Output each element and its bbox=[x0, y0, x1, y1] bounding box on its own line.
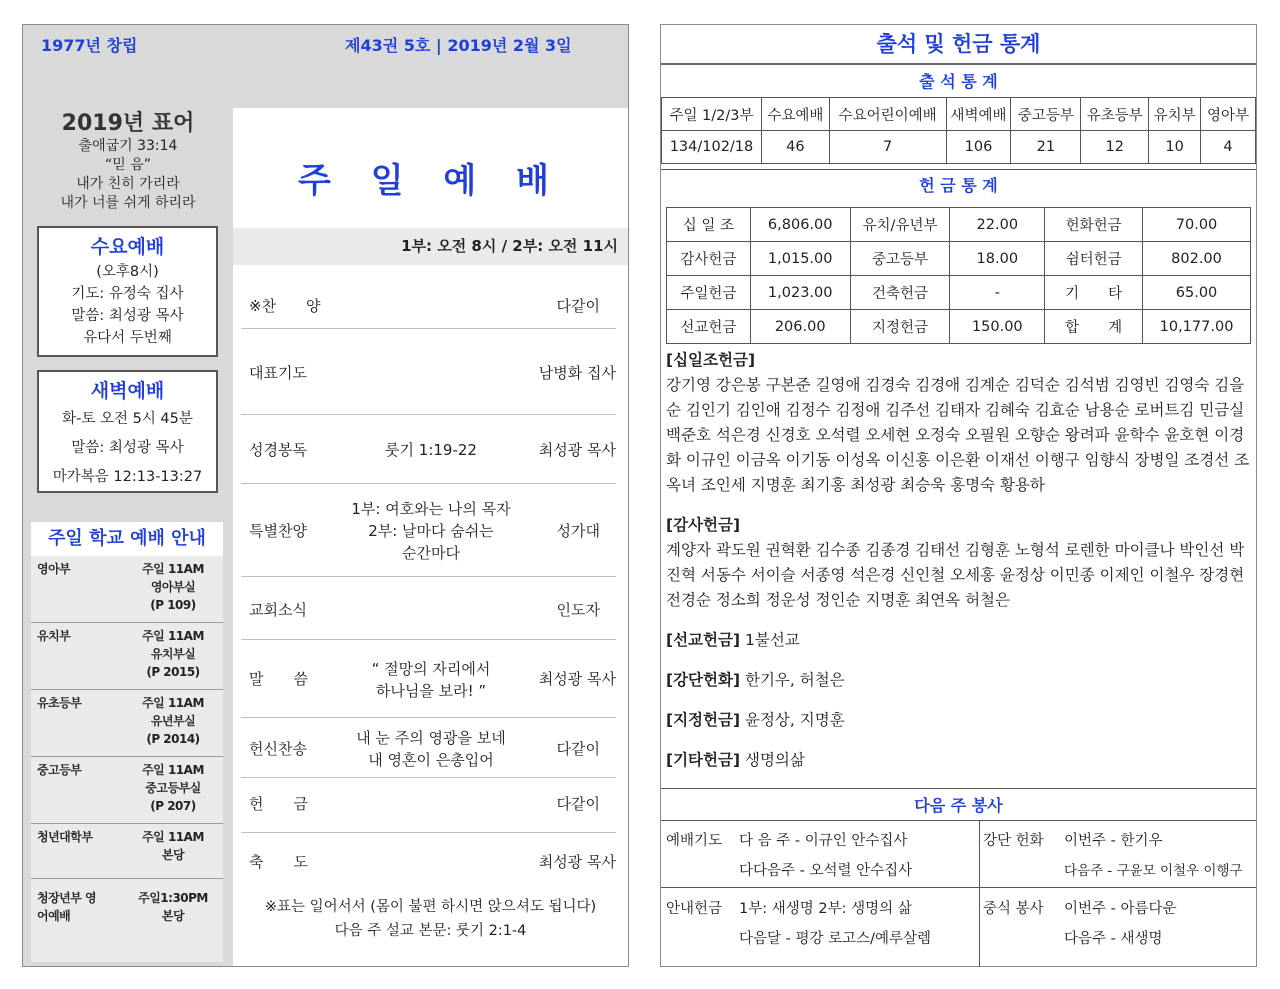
attendance-header: 유초등부 bbox=[1081, 98, 1149, 131]
attendance-value: 12 bbox=[1081, 131, 1149, 164]
next-week-service bbox=[661, 821, 1256, 967]
ss-room: 영아부실 bbox=[150, 580, 196, 594]
order-item-name: 특별찬양 bbox=[249, 522, 307, 540]
ss-room-no: (P 2014) bbox=[146, 732, 200, 746]
other-label: [기타헌금] bbox=[666, 751, 741, 769]
flower-line: 이번주 - 한기우 bbox=[1064, 833, 1163, 849]
order-item-person: 최성광 목사 bbox=[538, 853, 616, 871]
ss-room-no: (P 207) bbox=[150, 799, 196, 813]
attendance-header: 수요예배 bbox=[761, 98, 829, 131]
other-text: 생명의삶 bbox=[740, 751, 805, 769]
attendance-value: 46 bbox=[761, 131, 829, 164]
wednesday-sermon: 말씀: 최성광 목사 bbox=[71, 308, 184, 324]
order-item-name: 헌신찬송 bbox=[249, 740, 307, 758]
tithe-label: [십일조헌금] bbox=[666, 351, 756, 369]
wednesday-text: 유다서 두번째 bbox=[83, 330, 172, 346]
ss-info bbox=[127, 560, 219, 614]
flower-label: 강단 헌화 bbox=[983, 833, 1044, 849]
wednesday-service-box bbox=[37, 226, 218, 357]
flower-line: 다음주 - 구윤모 이철우 이행구 bbox=[1064, 863, 1243, 879]
designated-text: 윤정상, 지명훈 bbox=[740, 711, 845, 729]
next-week-service-title: 다음 주 봉사 bbox=[661, 788, 1256, 821]
attendance-header: 중고등부 bbox=[1011, 98, 1081, 131]
ss-dept: 영아부 bbox=[37, 562, 71, 576]
offering-amount: 1,015.00 bbox=[750, 242, 850, 276]
order-item-name: 성경봉독 bbox=[249, 441, 307, 459]
ss-time: 주일 11AM bbox=[142, 629, 204, 643]
order-item-detail: 내 눈 주의 영광을 보네 내 영혼이 은총입어 bbox=[356, 729, 506, 769]
mission-text: 1불선교 bbox=[740, 631, 800, 649]
ss-time: 주일 11AM bbox=[142, 763, 204, 777]
attendance-title: 출 석 통 계 bbox=[919, 72, 998, 91]
sunday-school-row bbox=[31, 824, 223, 879]
order-row bbox=[241, 484, 616, 577]
attendance-header: 수요어린이예배 bbox=[829, 98, 946, 131]
ss-room: 본당 bbox=[161, 909, 185, 923]
ss-time: 주일 11AM bbox=[142, 696, 204, 710]
pulpit-text: 한기우, 허철은 bbox=[740, 671, 845, 689]
order-row bbox=[241, 778, 616, 833]
order-row bbox=[241, 833, 616, 873]
attendance-value: 7 bbox=[829, 131, 946, 164]
sunday-school-row bbox=[31, 623, 223, 690]
motto-word: “믿 음” bbox=[104, 157, 151, 173]
sunday-school-row bbox=[31, 690, 223, 757]
offering-label: 건축헌금 bbox=[850, 276, 950, 310]
thanks-label: [감사헌금] bbox=[666, 516, 741, 534]
attendance-value-row bbox=[662, 131, 1256, 164]
dawn-text: 마가복음 12:13-13:27 bbox=[52, 469, 203, 485]
motto-line1: 내가 친히 가리라 bbox=[76, 176, 180, 192]
ss-room: 중고등부실 bbox=[145, 781, 201, 795]
offering-table bbox=[666, 207, 1251, 344]
lunch-line: 다음주 - 새생명 bbox=[1064, 931, 1163, 947]
ss-room-no: (P 109) bbox=[150, 598, 196, 612]
offering-amount: - bbox=[950, 276, 1045, 310]
footnote bbox=[233, 895, 628, 943]
founded-text: 1977년 창립 bbox=[41, 36, 138, 55]
offering-label: 기 타 bbox=[1045, 276, 1143, 310]
order-item-detail: 룻기 1:19-22 bbox=[385, 441, 477, 459]
order-item-detail: “ 절망의 자리에서 하나님을 보라! ” bbox=[371, 660, 491, 700]
offering-label: 합 계 bbox=[1045, 310, 1143, 344]
offering-amount: 150.00 bbox=[950, 310, 1045, 344]
standing-note: ※표는 일어서서 (몸이 불편 하시면 앉으셔도 됩니다) bbox=[264, 899, 597, 915]
order-row bbox=[241, 718, 616, 778]
left-page bbox=[22, 24, 629, 967]
attendance-value: 21 bbox=[1011, 131, 1081, 164]
ss-time: 주일 11AM bbox=[142, 830, 204, 844]
offering-amount: 206.00 bbox=[750, 310, 850, 344]
attendance-header: 영아부 bbox=[1201, 98, 1256, 131]
service-title: 주 일 예 배 bbox=[298, 161, 563, 201]
offering-label: 감사헌금 bbox=[667, 242, 751, 276]
service-time: 1부: 오전 8시 / 2부: 오전 11시 bbox=[233, 228, 628, 265]
offering-title: 헌 금 통 계 bbox=[661, 169, 1256, 199]
sunday-school-row bbox=[31, 879, 223, 962]
offering-row bbox=[667, 242, 1251, 276]
offering-label: 주일헌금 bbox=[667, 276, 751, 310]
year-motto bbox=[23, 111, 233, 213]
dawn-sermon: 말씀: 최성광 목사 bbox=[71, 440, 184, 456]
mission-label: [선교헌금] bbox=[666, 631, 741, 649]
offering-amount: 6,806.00 bbox=[750, 208, 850, 242]
ss-info bbox=[127, 694, 219, 748]
offering-row bbox=[667, 276, 1251, 310]
sunday-school-row bbox=[31, 757, 223, 824]
ss-dept: 청년대학부 bbox=[37, 830, 93, 844]
guide-line: 다음달 - 평강 로고스/예루살렘 bbox=[739, 931, 932, 947]
order-row bbox=[241, 329, 616, 415]
ss-info bbox=[127, 828, 219, 864]
order-item-person: 다같이 bbox=[556, 795, 600, 813]
offering-amount: 802.00 bbox=[1143, 242, 1251, 276]
offering-amount: 1,023.00 bbox=[750, 276, 850, 310]
sidebar bbox=[23, 108, 233, 966]
offering-row bbox=[667, 208, 1251, 242]
offering-label: 중고등부 bbox=[850, 242, 950, 276]
right-page bbox=[660, 24, 1257, 967]
ss-room: 본당 bbox=[161, 848, 185, 862]
order-item-name: ※찬 양 bbox=[249, 297, 321, 315]
prayer-line: 다 음 주 - 이규인 안수집사 bbox=[739, 833, 908, 849]
offering-label: 선교헌금 bbox=[667, 310, 751, 344]
thanks-names: 계양자 곽도원 권혁환 김수종 김종경 김태선 김형훈 노형석 로렌한 마이클나 박인선 박진혁 서동수 서이슬 서종영 석은경 신인철 오세홍 윤정상 이민종 이제인 이철우 장경현 전경순 정소희 정운성 정인순 지명훈 최연옥 허철은 bbox=[666, 541, 1245, 609]
pulpit-section bbox=[666, 668, 1251, 693]
service-title-area bbox=[233, 108, 628, 228]
designated-label: [지정헌금] bbox=[666, 711, 741, 729]
order-item-person: 인도자 bbox=[556, 601, 600, 619]
ss-dept: 중고등부 bbox=[37, 763, 82, 777]
offering-label: 유치/유년부 bbox=[850, 208, 950, 242]
wednesday-time: (오후8시) bbox=[96, 264, 159, 280]
offering-amount: 22.00 bbox=[950, 208, 1045, 242]
thanks-section bbox=[666, 513, 1251, 613]
motto-line2: 내가 너를 쉬게 하리라 bbox=[60, 195, 196, 211]
offering-row bbox=[667, 310, 1251, 344]
order-item-name: 헌 금 bbox=[249, 795, 308, 813]
ss-time: 주일 11AM bbox=[142, 562, 204, 576]
dawn-time: 화-토 오전 5시 45분 bbox=[62, 411, 193, 427]
attendance-value: 134/102/18 bbox=[662, 131, 762, 164]
ss-info bbox=[127, 627, 219, 681]
ss-dept: 청장년부 영어예배 bbox=[37, 891, 97, 923]
prayer-label: 예배기도 bbox=[666, 833, 723, 849]
ss-room: 유년부실 bbox=[150, 714, 196, 728]
order-item-detail: 1부: 여호와는 나의 목자 2부: 날마다 숨쉬는 순간마다 bbox=[351, 500, 511, 562]
order-item-name: 교회소식 bbox=[249, 601, 307, 619]
attendance-header: 주일 1/2/3부 bbox=[662, 98, 762, 131]
wednesday-title: 수요예배 bbox=[90, 236, 165, 258]
attendance-header-row bbox=[662, 98, 1256, 131]
tithe-section bbox=[666, 348, 1251, 498]
wednesday-prayer: 기도: 유정숙 집사 bbox=[71, 286, 184, 302]
offering-amount: 70.00 bbox=[1143, 208, 1251, 242]
attendance-value: 4 bbox=[1201, 131, 1256, 164]
dawn-service-box bbox=[37, 370, 218, 493]
ss-dept: 유초등부 bbox=[37, 696, 82, 710]
offering-amount: 18.00 bbox=[950, 242, 1045, 276]
order-item-name: 축 도 bbox=[249, 853, 308, 871]
ss-room: 유치부실 bbox=[150, 647, 196, 661]
order-item-person: 성가대 bbox=[556, 522, 600, 540]
ss-time: 주일1:30PM bbox=[138, 891, 208, 905]
motto-ref: 출애굽기 33:14 bbox=[78, 138, 178, 154]
order-row bbox=[241, 640, 616, 718]
lunch-label: 중식 봉사 bbox=[983, 901, 1044, 917]
attendance-value: 106 bbox=[946, 131, 1011, 164]
ss-info bbox=[127, 761, 219, 815]
order-item-person: 최성광 목사 bbox=[538, 670, 616, 688]
order-item-name: 말 씀 bbox=[249, 670, 308, 688]
divider bbox=[661, 887, 1256, 888]
ss-dept: 유치부 bbox=[37, 629, 71, 643]
offering-label: 지정헌금 bbox=[850, 310, 950, 344]
prayer-line: 다다음주 - 오석렬 안수집사 bbox=[739, 863, 913, 879]
lunch-line: 이번주 - 아름다운 bbox=[1064, 901, 1177, 917]
attendance-header: 새벽예배 bbox=[946, 98, 1011, 131]
designated-section bbox=[666, 708, 1251, 733]
guide-label: 안내헌금 bbox=[666, 901, 723, 917]
offering-label: 헌화헌금 bbox=[1045, 208, 1143, 242]
pulpit-label: [강단헌화] bbox=[666, 671, 741, 689]
order-item-person: 최성광 목사 bbox=[538, 441, 616, 459]
order-row bbox=[241, 415, 616, 484]
next-sermon-text: 다음 주 설교 본문: 룻기 2:1-4 bbox=[334, 923, 527, 939]
order-row bbox=[241, 577, 616, 640]
order-item-name: 대표기도 bbox=[249, 364, 307, 382]
order-of-worship bbox=[233, 265, 628, 966]
ss-room-no: (P 2015) bbox=[146, 665, 200, 679]
offering-amount: 65.00 bbox=[1143, 276, 1251, 310]
order-item-person: 다같이 bbox=[556, 740, 600, 758]
order-row bbox=[241, 287, 616, 329]
attendance-table bbox=[661, 97, 1256, 164]
offering-label: 십 일 조 bbox=[667, 208, 751, 242]
motto-title: 2019년 표어 bbox=[61, 111, 195, 136]
attendance-header: 유치부 bbox=[1149, 98, 1201, 131]
order-item-person: 다같이 bbox=[556, 297, 600, 315]
stats-title: 출석 및 헌금 통계 bbox=[661, 25, 1256, 65]
attendance-value: 10 bbox=[1149, 131, 1201, 164]
order-item-person: 남병화 집사 bbox=[538, 364, 616, 382]
ss-info bbox=[127, 889, 219, 925]
sunday-school-title: 주일 학교 예배 안내 bbox=[31, 522, 223, 556]
mission-section bbox=[666, 628, 1251, 653]
bulletin-header bbox=[23, 25, 628, 108]
dawn-title: 새벽예배 bbox=[90, 380, 165, 402]
offering-label: 쉼터헌금 bbox=[1045, 242, 1143, 276]
offering-details bbox=[666, 348, 1251, 788]
guide-line: 1부: 새생명 2부: 생명의 삶 bbox=[739, 901, 912, 917]
offering-total: 10,177.00 bbox=[1143, 310, 1251, 344]
divider bbox=[979, 821, 980, 967]
tithe-names: 강기영 강은봉 구본준 길영애 김경숙 김경애 김계순 김덕순 김석범 김영빈 김영숙 김을순 김인기 김인애 김정수 김정애 김주선 김태자 김혜숙 김효순 남용순 로버트김 민금실 백준호 석은경 신경호 오석렬 오세현 오정숙 오필원 오향순 왕려파 윤학수 윤호현 이경화 이규인 이금옥 이기동 이성옥 이신홍 이은환 이재선 이행구 임향식 장병일 조경선 조옥녀 조인세 지명훈 최기홍 최성광 최승욱 홍명숙 황용하 bbox=[666, 376, 1250, 494]
other-section bbox=[666, 748, 1251, 773]
sunday-school-guide bbox=[31, 522, 223, 962]
issue-info: 제43권 5호 | 2019년 2월 3일 bbox=[345, 36, 572, 55]
sunday-school-row bbox=[31, 556, 223, 623]
